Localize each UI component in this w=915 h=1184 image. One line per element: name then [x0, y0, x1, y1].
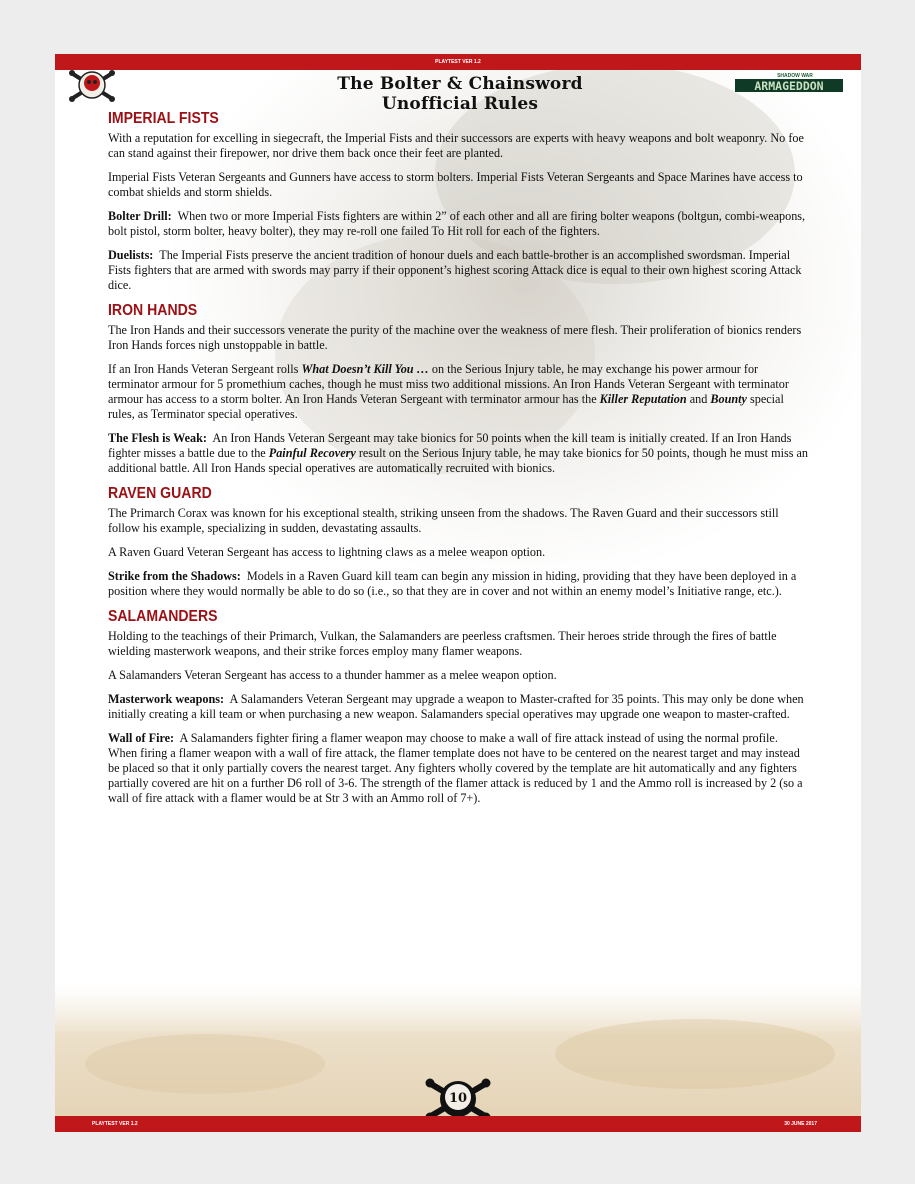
logo-armageddon: ARMAGEDDON — [754, 79, 824, 93]
text-run: An Iron Hands Veteran Sergeant may take bionics for 50 points when the kill team is initially created. If an Iron Hands fighter misses a battle due to the — [108, 431, 792, 460]
bottom-banner — [55, 1116, 861, 1132]
rule-reference: Killer Reputation — [599, 392, 687, 406]
text-run: on the Serious Injury table, he may exchange his power armour for terminator armour for 5 promethium caches, though he must miss two additional missions. An Iron Hands Veteran Sergeant with terminator armour has access to a storm bolter. An Iron Hands Veteran Sergeant with terminator armour has the — [108, 362, 789, 406]
rule-wall-of-fire — [108, 731, 808, 806]
text-run: and — [689, 392, 708, 406]
logo-shadow-war: SHADOW WAR — [777, 73, 813, 79]
rule-flesh-is-weak — [108, 431, 808, 476]
rule-label: Bolter Drill: — [108, 209, 172, 223]
heading-raven-guard: RAVEN GUARD — [108, 485, 212, 502]
rule-duelists — [108, 248, 808, 293]
text-run: If an Iron Hands Veteran Sergeant rolls — [108, 362, 299, 376]
rule-reference: Painful Recovery — [268, 446, 356, 460]
rule-reference: What Doesn’t Kill You … — [301, 362, 429, 376]
rule-label: The Flesh is Weak: — [108, 431, 207, 445]
document-title: The Bolter & Chainsword Unofficial Rules — [337, 74, 583, 114]
rule-text: A Salamanders fighter firing a flamer weapon may choose to make a wall of fire attack instead of using the normal profile. When firing a flamer weapon with a wall of fire attack, the flamer template does not have to be centered on the nearest target and may instead be placed so that it only partially covers the nearest target. Any fighters wholly covered by the template are hit automatically and any fighters partially covered are hit on a further D6 roll of 3-6. The strength of the flamer attack is reduced by 1 and the Ammo roll is increased by 2 (so a wall of fire attack with a flamer would be at Str 3 with an Ammo roll of 7+). — [108, 731, 803, 805]
paragraph: The Primarch Corax was known for his exceptional stealth, striking unseen from the shadows. The Raven Guard and their successors still follow his example, specializing in sudden, devastating assaults. — [108, 506, 779, 535]
rule-strike-from-shadows — [108, 569, 808, 599]
rule-label: Wall of Fire: — [108, 731, 175, 745]
section-salamanders — [108, 608, 808, 806]
rule-label: Masterwork weapons: — [108, 692, 225, 706]
playtest-version-top: PLAYTEST VER 1.2 — [435, 59, 481, 65]
section-imperial-fists — [108, 110, 808, 293]
top-banner — [55, 54, 861, 70]
paragraph: With a reputation for excelling in siegecraft, the Imperial Fists and their successors are experts with heavy weapons and bolt weaponry. No foe can stand against their firepower, nor drive them back once their feet are planted. — [108, 131, 804, 160]
section-raven-guard — [108, 485, 808, 599]
paragraph: Holding to the teachings of their Primarch, Vulkan, the Salamanders are peerless craftsmen. Their heroes stride through the fires of battle wielding masterwork weapons, and their strike forces employ many flamer weapons. — [108, 629, 777, 658]
rule-text: When two or more Imperial Fists fighters are within 2” of each other and all are firing bolter weapons (boltgun, combi-weapons, bolt pistol, storm bolter, heavy bolter), they may re-roll one failed To Hit roll for each of the fighters. — [108, 209, 806, 238]
main-content — [108, 110, 808, 815]
document-date: 30 JUNE 2017 — [784, 1121, 817, 1127]
heading-iron-hands: IRON HANDS — [108, 302, 198, 319]
document-page — [55, 54, 861, 1132]
text-run: special rules, as Terminator special operatives. — [108, 392, 784, 421]
rule-text: A Salamanders Veteran Sergeant may upgrade a weapon to Master-crafted for 35 points. This may only be done when initially creating a kill team or when purchasing a new weapon. Salamanders special operatives may upgrade one weapon to master-crafted. — [108, 692, 804, 721]
rule-text: Models in a Raven Guard kill team can begin any mission in hiding, providing that they have been deployed in a position where they would normally be able to do so (i.e., so that they are in cover and not within an enemy model’s Initiative range, etc.). — [108, 569, 797, 598]
rule-bolter-drill — [108, 209, 808, 239]
section-iron-hands — [108, 302, 808, 476]
paragraph — [108, 362, 808, 422]
rule-text: The Imperial Fists preserve the ancient tradition of honour duels and each battle-brother is an accomplished swordsman. Imperial Fists fighters that are armed with swords may parry if their opponent’s highest scoring Attack dice is equal to their own highest scoring Attack dice. — [108, 248, 802, 292]
rule-label: Strike from the Shadows: — [108, 569, 241, 583]
paragraph: A Raven Guard Veteran Sergeant has access to lightning claws as a melee weapon option. — [108, 545, 546, 559]
text-run: result on the Serious Injury table, he may take bionics for 50 points, though he must miss an additional battle. All Iron Hands special operatives are automatically recruited with bionics. — [108, 446, 808, 475]
rule-masterwork-weapons — [108, 692, 808, 722]
skull-crossbones-logo — [67, 68, 117, 104]
paragraph: The Iron Hands and their successors venerate the purity of the machine over the weakness of mere flesh. Their proliferation of bionics renders Iron Hands forces nigh unstoppable in battle. — [108, 323, 802, 352]
paragraph: A Salamanders Veteran Sergeant has access to a thunder hammer as a melee weapon option. — [108, 668, 557, 682]
rule-reference: Bounty — [710, 392, 747, 406]
page-number: 10 — [448, 1091, 468, 1106]
heading-imperial-fists: IMPERIAL FISTS — [108, 110, 219, 127]
playtest-version-bottom: PLAYTEST VER 1.2 — [92, 1121, 138, 1127]
rule-label: Duelists: — [108, 248, 154, 262]
paragraph: Imperial Fists Veteran Sergeants and Gunners have access to storm bolters. Imperial Fists Veteran Sergeants and Space Marines have access to combat shields and storm shields. — [108, 170, 803, 199]
shadow-war-armageddon-logo — [733, 70, 845, 96]
heading-salamanders: SALAMANDERS — [108, 608, 218, 625]
